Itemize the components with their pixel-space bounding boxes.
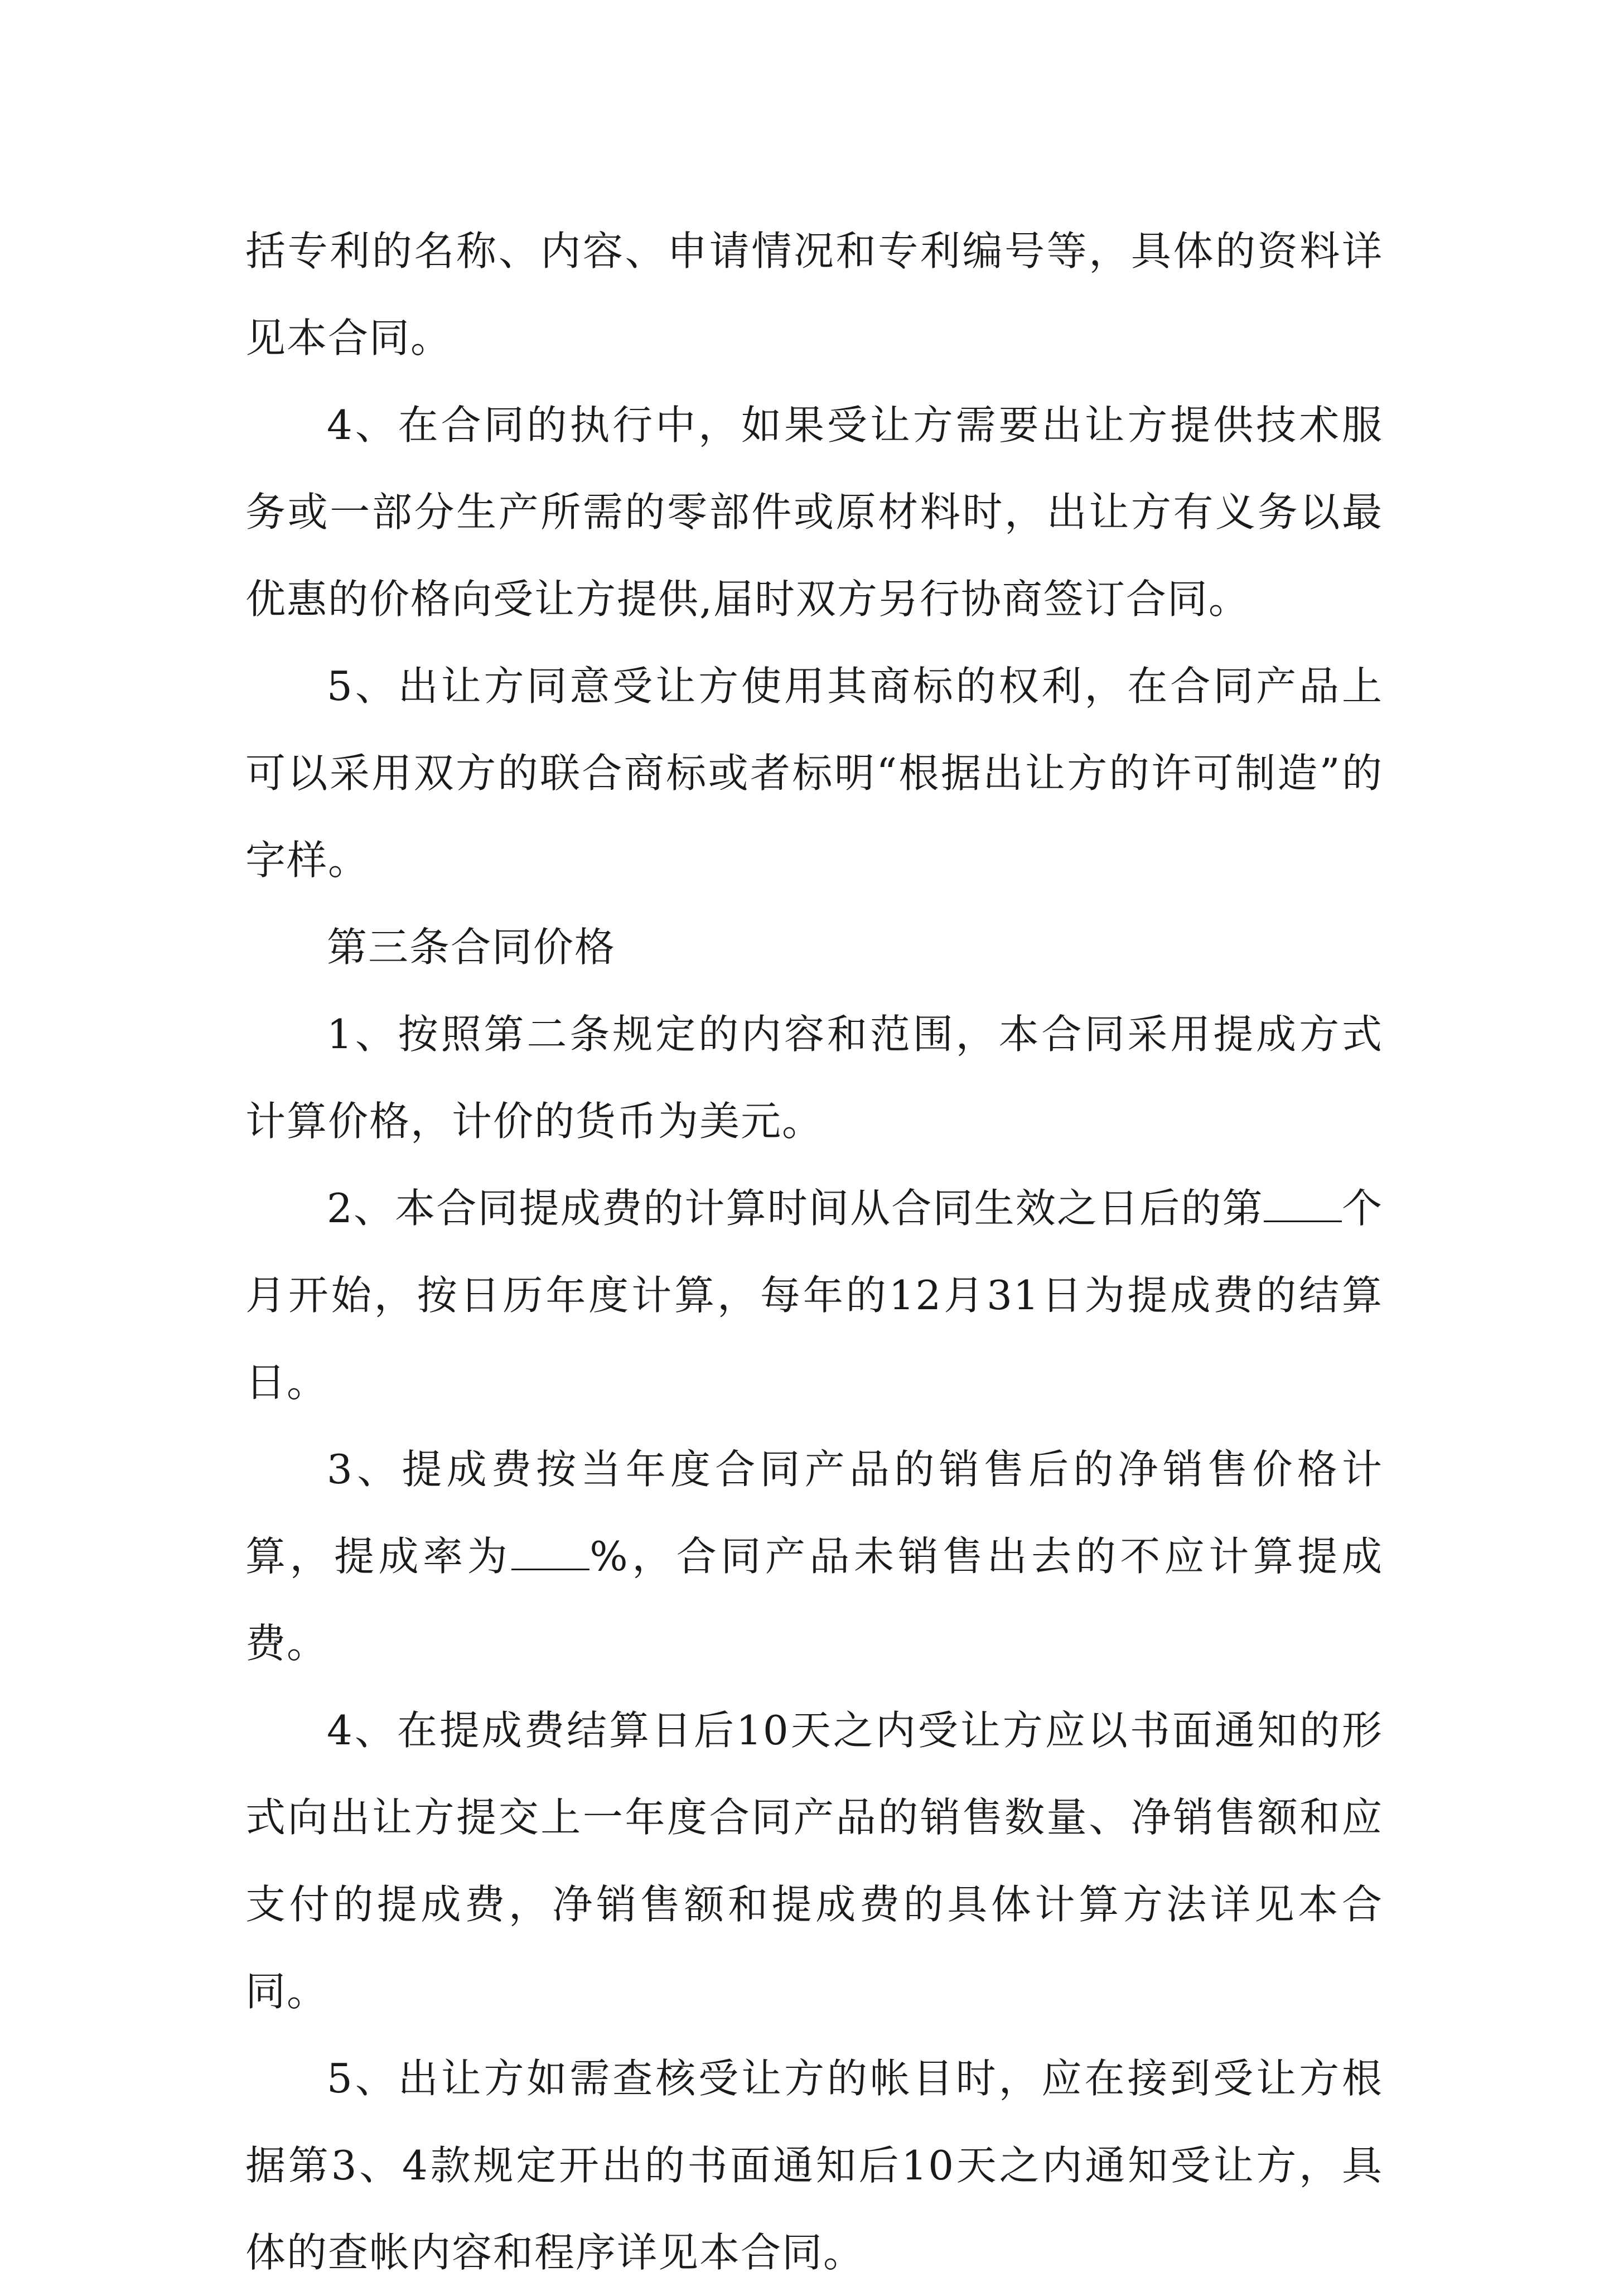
document-body [245,208,1383,2296]
clause-2-text-after-blank: 个月开始，按日历年度计算，每年的12月31日为提成费的结算日。 [245,1185,1383,1406]
section-heading-article-3: 第三条合同价格 [327,924,616,971]
clause-3-text-after-blank: %，合同产品未销售出去的不应计算提成费。 [245,1533,1383,1667]
paragraph-clause-2-royalty-period [245,1165,1383,1426]
paragraph-clause-1-pricing-method: 1、按照第二条规定的内容和范围，本合同采用提成方式计算价格，计价的货币为美元。 [245,1011,1383,1145]
paragraph-clause-4-technical-services: 4、在合同的执行中，如果受让方需要出让方提供技术服务或一部分生产所需的零部件或原材料时，出让方有义务以最优惠的价格向受让方提供,届时双方另行协商签订合同。 [245,402,1383,623]
paragraph-clause-5-audit: 5、出让方如需查核受让方的帐目时，应在接到受让方根据第3、4款规定开出的书面通知后10天之内通知受让方，具体的查帐内容和程序详见本合同。 [245,2055,1383,2276]
paragraph-clause-5-trademark: 5、出让方同意受让方使用其商标的权利，在合同产品上可以采用双方的联合商标或者标明“根据出让方的许可制造”的字样。 [245,663,1383,884]
clause-3-text-before-blank: 3、提成费按当年度合同产品的销售后的净销售价格计算，提成率为 [245,1446,1383,1580]
paragraph-continuation: 括专利的名称、内容、申请情况和专利编号等，具体的资料详见本合同。 [245,228,1383,361]
paragraph-clause-3-royalty-rate [245,1426,1383,1687]
paragraph-clause-4-royalty-notice: 4、在提成费结算日后10天之内受让方应以书面通知的形式向出让方提交上一年度合同产品的销售数量、净销售额和应支付的提成费，净销售额和提成费的具体计算方法详见本合同。 [245,1707,1383,2015]
clause-2-text-before-blank: 2、本合同提成费的计算时间从合同生效之日后的第 [327,1185,1264,1232]
month-blank-field[interactable] [1264,1187,1342,1222]
royalty-rate-blank-field[interactable] [511,1535,589,1570]
